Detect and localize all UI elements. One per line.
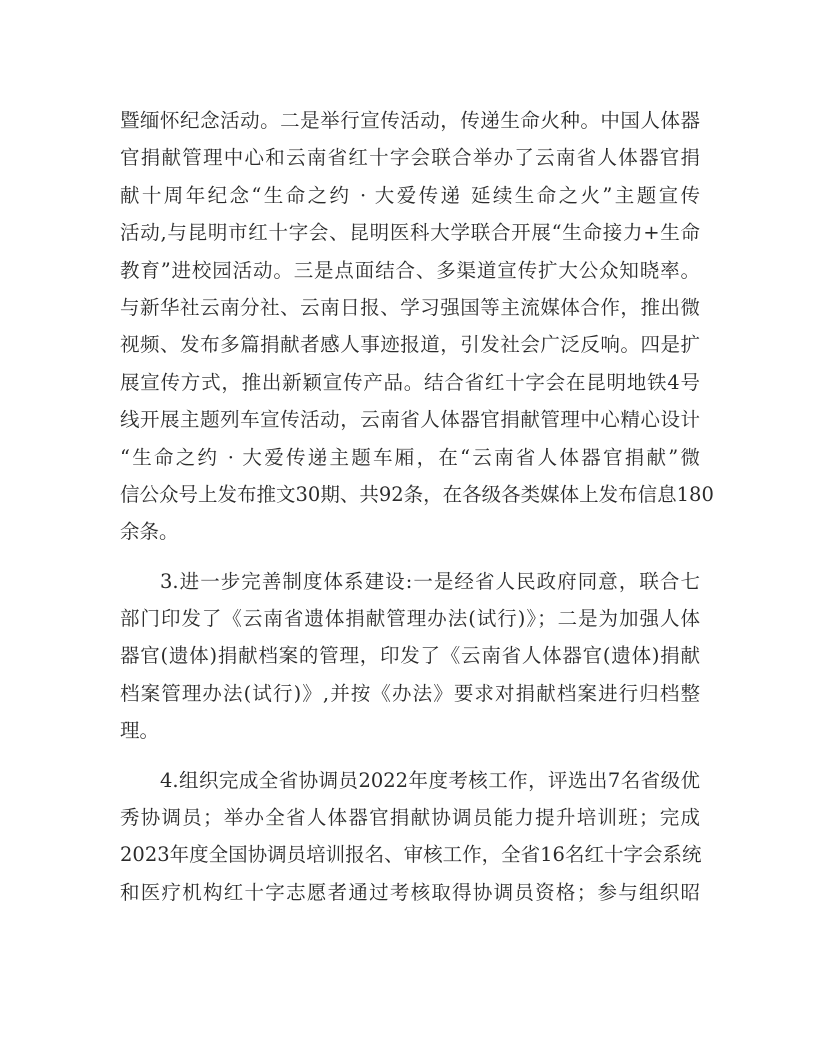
text-line: 4.组织完成全省协调员2022年度考核工作，评选出7名省级优 xyxy=(160,768,700,792)
text-line: 展宣传方式，推出新颖宣传产品。结合省红十字会在昆明地铁4号 xyxy=(120,370,700,394)
paragraph-spacer xyxy=(120,750,700,762)
text-line: 2023年度全国协调员培训报名、审核工作，全省16名红十字会系统 xyxy=(120,843,702,867)
document-body xyxy=(120,102,714,911)
text-line: 部门印发了《云南省遗体捐献管理办法(试行)》；二是为加强人体 xyxy=(120,607,700,631)
text-line: 器官(遗体)捐献档案的管理，印发了《云南省人体器官(遗体)捐献 xyxy=(120,644,700,668)
text-line: 教育”进校园活动。三是点面结合、多渠道宣传扩大公众知晓率。 xyxy=(120,258,700,282)
text-line: 献十周年纪念“生命之约 · 大爱传递 延续生命之火”主题宣传 xyxy=(120,183,700,207)
paragraph-publicity xyxy=(120,102,714,551)
text-line: 理。 xyxy=(120,719,160,743)
paragraph-item-4 xyxy=(120,762,700,912)
text-line: 余条。 xyxy=(120,520,179,544)
text-line: 活动,与昆明市红十字会、昆明医科大学联合开展“生命接力+生命 xyxy=(120,221,700,245)
paragraph-spacer xyxy=(120,551,700,563)
text-line: 信公众号上发布推文30期、共92条，在各级各类媒体上发布信息180 xyxy=(120,482,714,506)
text-line: “生命之约 · 大爱传递主题车厢，在“云南省人体器官捐献”微 xyxy=(120,445,700,469)
text-line: 官捐献管理中心和云南省红十字会联合举办了云南省人体器官捐 xyxy=(120,146,700,170)
text-line: 档案管理办法(试行)》,并按《办法》要求对捐献档案进行归档整 xyxy=(120,681,700,705)
text-line: 3.进一步完善制度体系建设:一是经省人民政府同意，联合七 xyxy=(160,569,700,593)
text-line: 视频、发布多篇捐献者感人事迹报道，引发社会广泛反响。四是扩 xyxy=(120,333,700,357)
text-line: 秀协调员；举办全省人体器官捐献协调员能力提升培训班；完成 xyxy=(120,806,700,830)
text-line: 和医疗机构红十字志愿者通过考核取得协调员资格；参与组织昭 xyxy=(120,880,700,904)
text-line: 线开展主题列车宣传活动，云南省人体器官捐献管理中心精心设计 xyxy=(120,408,700,432)
text-line: 与新华社云南分社、云南日报、学习强国等主流媒体合作，推出微 xyxy=(120,295,700,319)
text-line: 暨缅怀纪念活动。二是举行宣传活动，传递生命火种。中国人体器 xyxy=(120,109,700,132)
paragraph-item-3 xyxy=(120,563,700,750)
